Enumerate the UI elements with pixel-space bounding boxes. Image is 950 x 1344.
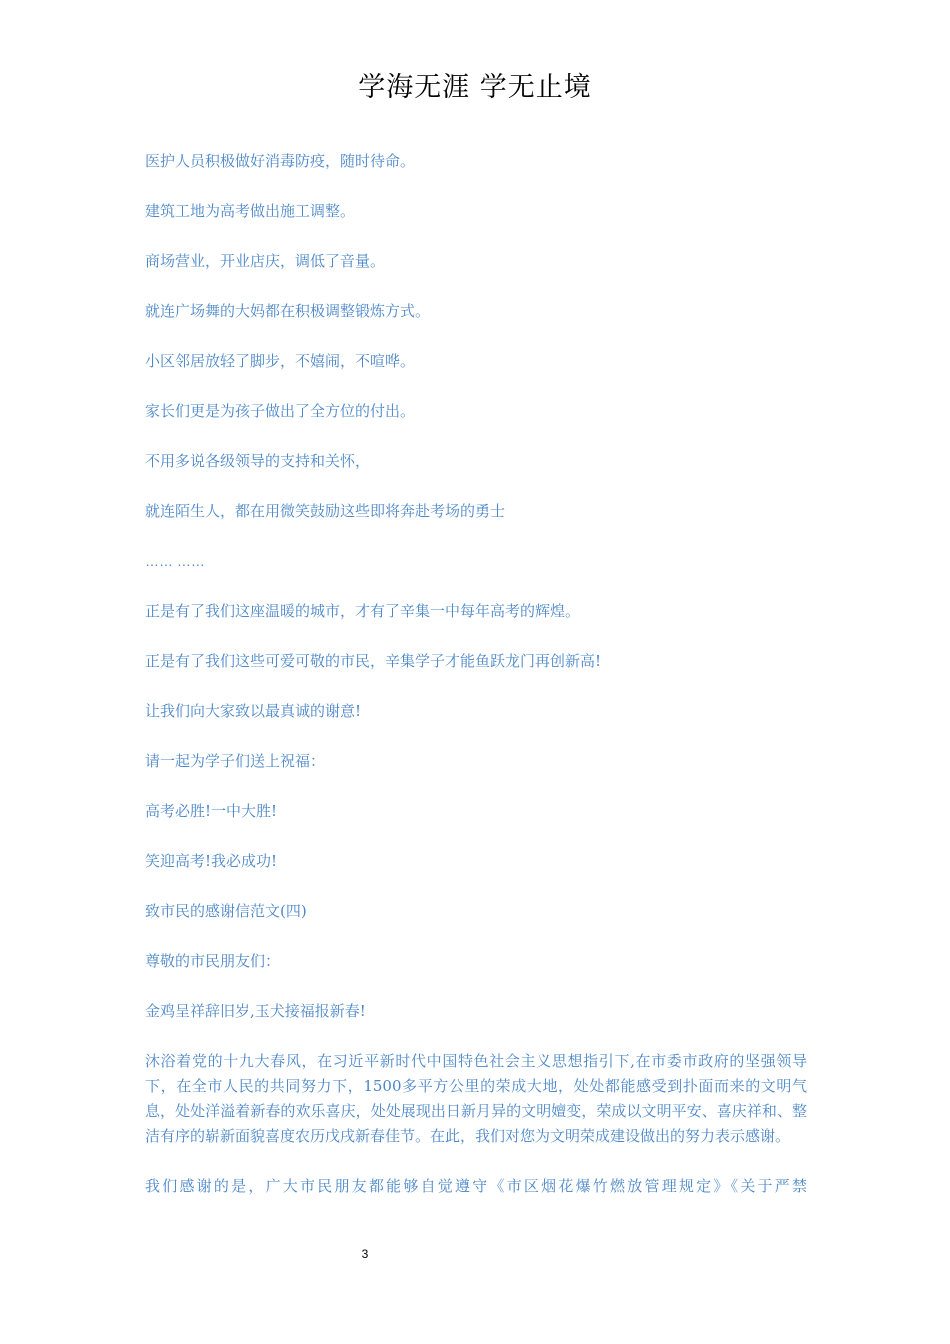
paragraph: 金鸡呈祥辞旧岁,玉犬接福报新春! <box>145 1002 366 1020</box>
paragraph: 不用多说各级领导的支持和关怀， <box>145 452 371 470</box>
paragraph: 建筑工地为高考做出施工调整。 <box>145 202 356 220</box>
ellipsis-line: …… …… <box>145 553 205 569</box>
paragraph-continued: 我们感谢的是，广大市民朋友都能够自觉遵守《市区烟花爆竹燃放管理规定》《关于严禁 <box>145 1177 807 1195</box>
page-header-title: 学海无涯 学无止境 <box>358 72 592 103</box>
paragraph: 就连广场舞的大妈都在积极调整锻炼方式。 <box>145 302 431 320</box>
section-heading: 致市民的感谢信范文(四) <box>145 902 307 920</box>
paragraph: 小区邻居放轻了脚步，不嬉闹，不喧哗。 <box>145 352 416 370</box>
paragraph: 医护人员积极做好消毒防疫，随时待命。 <box>145 152 416 170</box>
paragraph: 笑迎高考!我必成功! <box>145 852 278 870</box>
paragraph-long: 沐浴着党的十九大春风，在习近平新时代中国特色社会主义思想指引下,在市委市政府的坚强领导下，在全市人民的共同努力下，1500多平方公里的荣成大地，处处都能感受到扑面而来的文明气息，处处洋溢着新春的欢乐喜庆，处处展现出日新月异的文明嬗变，荣成以文明平安、喜庆祥和、整洁有序的崭新面貌喜度农历戊戌新春佳节。在此，我们对您为文明荣成建设做出的努力表示感谢。 <box>145 1052 807 1145</box>
paragraph: 商场营业，开业店庆，调低了音量。 <box>145 252 386 270</box>
page-number: 3 <box>361 1247 369 1261</box>
paragraph: 就连陌生人，都在用微笑鼓励这些即将奔赴考场的勇士 <box>145 502 506 520</box>
document-body <box>145 149 807 1199</box>
paragraph: 家长们更是为孩子做出了全方位的付出。 <box>145 402 416 420</box>
paragraph: 高考必胜!一中大胜! <box>145 802 278 820</box>
paragraph: 正是有了我们这座温暖的城市，才有了辛集一中每年高考的辉煌。 <box>145 602 581 620</box>
paragraph: 正是有了我们这些可爱可敬的市民，辛集学子才能鱼跃龙门再创新高! <box>145 652 602 670</box>
salutation: 尊敬的市民朋友们： <box>145 952 281 970</box>
paragraph: 请一起为学子们送上祝福： <box>145 752 326 770</box>
paragraph: 让我们向大家致以最真诚的谢意! <box>145 702 362 720</box>
